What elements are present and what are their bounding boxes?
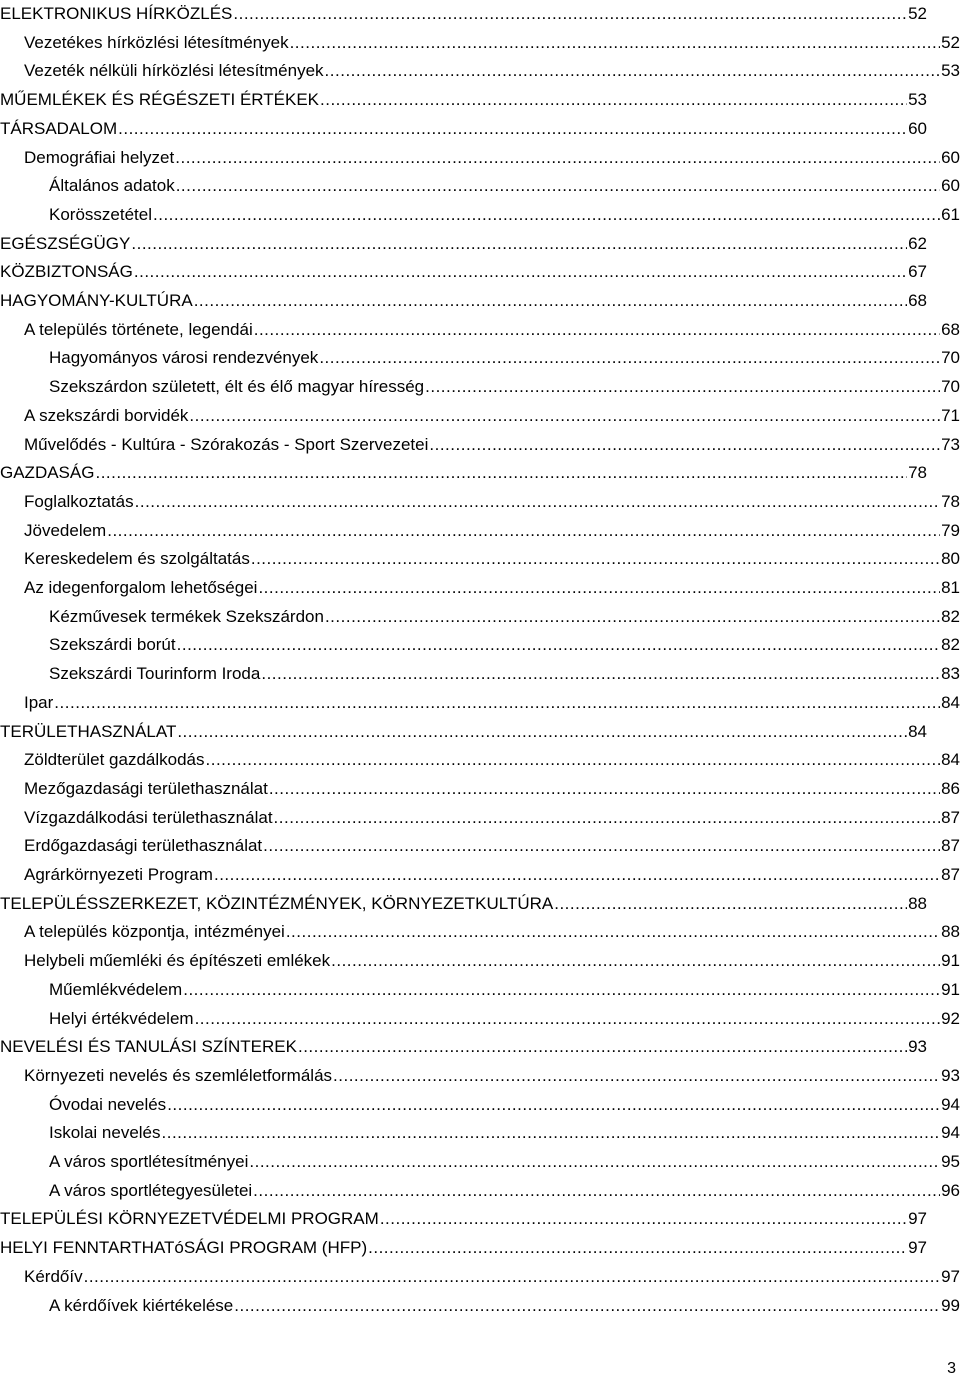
toc-entry[interactable] bbox=[24, 53, 960, 81]
toc-entry-title: Ipar bbox=[24, 692, 54, 712]
toc-entry-title: GAZDASÁG bbox=[0, 463, 95, 483]
toc-entry-title: Zöldterület gazdálkodás bbox=[24, 750, 205, 770]
toc-entry-page: 86 bbox=[941, 778, 960, 798]
toc-dot-leader bbox=[286, 922, 940, 942]
toc-entry-title: Általános adatok bbox=[49, 176, 175, 196]
toc-entry-page: 53 bbox=[941, 61, 960, 81]
toc-entry[interactable] bbox=[24, 513, 960, 541]
toc-entry-page: 94 bbox=[941, 1094, 960, 1114]
toc-entry[interactable] bbox=[49, 599, 960, 627]
toc-entry-page: 94 bbox=[941, 1123, 960, 1143]
toc-dot-leader bbox=[258, 578, 940, 598]
toc-dot-leader bbox=[249, 1152, 940, 1172]
toc-entry-title: Óvodai nevelés bbox=[49, 1094, 167, 1114]
toc-entry-page: 71 bbox=[941, 405, 960, 425]
toc-entry[interactable] bbox=[24, 484, 960, 512]
toc-dot-leader bbox=[290, 33, 941, 53]
toc-entry-page: 70 bbox=[941, 377, 960, 397]
toc-entry[interactable] bbox=[49, 1001, 960, 1029]
toc-entry-title: A település története, legendái bbox=[24, 319, 253, 339]
toc-entry[interactable] bbox=[24, 312, 960, 340]
toc-entry[interactable] bbox=[0, 1230, 927, 1258]
toc-dot-leader bbox=[319, 348, 940, 368]
toc-entry[interactable] bbox=[49, 197, 960, 225]
toc-entry-title: A város sportlétesítményei bbox=[49, 1152, 249, 1171]
toc-dot-leader bbox=[233, 4, 907, 24]
toc-entry-page: 84 bbox=[941, 750, 960, 770]
toc-entry-page: 68 bbox=[908, 291, 927, 310]
toc-entry-page: 52 bbox=[941, 32, 960, 52]
toc-entry-page: 97 bbox=[908, 1209, 927, 1229]
toc-entry-page: 93 bbox=[908, 1037, 927, 1057]
toc-entry-title: Szekszárdon született, élt és élő magyar híresség bbox=[49, 377, 425, 397]
toc-entry-title: Kérdőív bbox=[24, 1266, 83, 1286]
toc-entry-title: Helybeli műemléki és építészeti emlékek bbox=[24, 951, 331, 971]
toc-entry-title: Mezőgazdasági területhasználat bbox=[24, 778, 268, 798]
toc-dot-leader bbox=[261, 664, 940, 684]
toc-entry[interactable] bbox=[24, 943, 960, 971]
toc-dot-leader bbox=[429, 435, 940, 455]
toc-entry-page: 82 bbox=[941, 635, 960, 655]
toc-entry[interactable] bbox=[24, 398, 960, 426]
toc-entry-page: 97 bbox=[941, 1266, 960, 1286]
toc-entry-page: 67 bbox=[908, 262, 927, 282]
toc-entry-title: Hagyományos városi rendezvények bbox=[49, 348, 319, 368]
toc-entry[interactable] bbox=[24, 685, 960, 713]
toc-entry-page: 70 bbox=[941, 348, 960, 368]
toc-entry-title: Demográfiai helyzet bbox=[24, 147, 175, 167]
toc-dot-leader bbox=[177, 635, 940, 655]
toc-entry-title: Helyi értékvédelem bbox=[49, 1008, 194, 1028]
toc-dot-leader bbox=[54, 693, 940, 713]
toc-entry[interactable] bbox=[24, 25, 960, 53]
toc-dot-leader bbox=[135, 492, 940, 512]
toc-entry-title: Kereskedelem és szolgáltatás bbox=[24, 549, 250, 569]
toc-entry[interactable] bbox=[49, 369, 960, 397]
toc-entry-page: 84 bbox=[941, 692, 960, 712]
toc-entry[interactable] bbox=[24, 914, 960, 942]
toc-dot-leader bbox=[118, 119, 907, 139]
toc-dot-leader bbox=[176, 176, 940, 196]
toc-dot-leader bbox=[274, 808, 941, 828]
toc-entry-page: 60 bbox=[908, 118, 927, 138]
toc-dot-leader bbox=[162, 1123, 941, 1143]
toc-dot-leader bbox=[95, 463, 907, 483]
toc-entry-page: 78 bbox=[941, 491, 960, 511]
toc-entry-title: Vezeték nélküli hírközlési létesítmények bbox=[24, 61, 324, 81]
toc-dot-leader bbox=[183, 980, 940, 1000]
toc-entry-page: 92 bbox=[941, 1008, 960, 1028]
toc-entry[interactable] bbox=[0, 886, 927, 914]
toc-dot-leader bbox=[84, 1267, 940, 1287]
toc-entry[interactable] bbox=[24, 742, 960, 770]
toc-entry-page: 84 bbox=[908, 721, 927, 741]
toc-entry[interactable] bbox=[24, 541, 960, 569]
toc-entry[interactable] bbox=[49, 656, 960, 684]
toc-entry-title: Az idegenforgalom lehetőségei bbox=[24, 578, 258, 597]
toc-entry[interactable] bbox=[0, 283, 927, 311]
page-number: 3 bbox=[947, 1360, 956, 1377]
toc-entry-page: 87 bbox=[941, 807, 960, 827]
toc-dot-leader bbox=[253, 1181, 940, 1201]
toc-entry-title: TELEPÜLÉSI KÖRNYEZETVÉDELMI PROGRAM bbox=[0, 1209, 379, 1229]
toc-entry-page: 82 bbox=[941, 606, 960, 626]
toc-entry[interactable] bbox=[0, 226, 927, 254]
toc-entry[interactable] bbox=[0, 455, 927, 483]
toc-entry[interactable] bbox=[24, 1259, 960, 1287]
toc-entry-page: 80 bbox=[941, 549, 960, 569]
toc-entry[interactable] bbox=[0, 111, 927, 139]
toc-entry-page: 78 bbox=[908, 463, 927, 483]
toc-dot-leader bbox=[368, 1238, 907, 1258]
toc-entry-page: 53 bbox=[908, 90, 927, 110]
toc-entry[interactable] bbox=[49, 972, 960, 1000]
toc-entry-title: Agrárkörnyezeti Program bbox=[24, 865, 213, 884]
toc-dot-leader bbox=[325, 61, 941, 81]
toc-entry[interactable] bbox=[49, 1288, 960, 1316]
toc-entry-page: 87 bbox=[941, 865, 960, 884]
toc-entry-title: Művelődés - Kultúra - Szórakozás - Sport Szervezetei bbox=[24, 434, 429, 454]
toc-entry[interactable] bbox=[24, 771, 960, 799]
toc-dot-leader bbox=[269, 779, 940, 799]
toc-dot-leader bbox=[153, 205, 940, 225]
toc-dot-leader bbox=[554, 894, 907, 914]
toc-dot-leader bbox=[325, 607, 940, 627]
toc-entry-title: EGÉSZSÉGÜGY bbox=[0, 233, 131, 253]
toc-entry-title: TERÜLETHASZNÁLAT bbox=[0, 721, 177, 741]
toc-entry-page: 91 bbox=[941, 979, 960, 999]
toc-entry-page: 60 bbox=[941, 176, 960, 196]
toc-entry[interactable] bbox=[24, 1058, 960, 1086]
toc-entry[interactable] bbox=[49, 340, 960, 368]
toc-dot-leader bbox=[320, 90, 907, 110]
toc-entry-page: 88 bbox=[941, 922, 960, 942]
toc-dot-leader bbox=[254, 320, 940, 340]
toc-entry-page: 88 bbox=[908, 893, 927, 913]
toc-entry[interactable] bbox=[49, 168, 960, 196]
toc-dot-leader bbox=[234, 1296, 940, 1316]
toc-entry-page: 68 bbox=[941, 319, 960, 339]
toc-dot-leader bbox=[177, 722, 907, 742]
toc-dot-leader bbox=[189, 406, 940, 426]
toc-entry[interactable] bbox=[0, 1029, 927, 1057]
toc-dot-leader bbox=[333, 1066, 940, 1086]
toc-entry[interactable] bbox=[24, 800, 960, 828]
toc-dot-leader bbox=[380, 1209, 907, 1229]
toc-entry-title: Iskolai nevelés bbox=[49, 1123, 161, 1143]
toc-entry-title: HELYI FENNTARTHATóSÁGI PROGRAM (HFP) bbox=[0, 1238, 368, 1258]
toc-entry[interactable] bbox=[49, 627, 960, 655]
toc-entry-page: 87 bbox=[941, 836, 960, 856]
toc-entry-title: KÖZBIZTONSÁG bbox=[0, 262, 133, 282]
toc-entry[interactable] bbox=[49, 1173, 960, 1201]
toc-entry-page: 52 bbox=[908, 4, 927, 23]
toc-dot-leader bbox=[263, 836, 940, 856]
toc-entry-title: Kézművesek termékek Szekszárdon bbox=[49, 606, 324, 626]
toc-entry[interactable] bbox=[24, 427, 960, 455]
toc-entry-page: 73 bbox=[941, 434, 960, 454]
toc-entry-title: TÁRSADALOM bbox=[0, 118, 118, 138]
toc-entry-title: A település központja, intézményei bbox=[24, 922, 285, 942]
toc-dot-leader bbox=[331, 951, 940, 971]
toc-entry-page: 91 bbox=[941, 951, 960, 971]
toc-entry-page: 81 bbox=[941, 578, 960, 597]
toc-entry-title: A szekszárdi borvidék bbox=[24, 405, 189, 425]
toc-entry-title: MŰEMLÉKEK ÉS RÉGÉSZETI ÉRTÉKEK bbox=[0, 90, 319, 110]
toc-dot-leader bbox=[167, 1095, 940, 1115]
toc-entry-title: Vízgazdálkodási területhasználat bbox=[24, 807, 273, 827]
toc-dot-leader bbox=[131, 234, 907, 254]
toc-entry-title: A kérdőívek kiértékelése bbox=[49, 1295, 234, 1315]
toc-entry-page: 96 bbox=[941, 1180, 960, 1200]
toc-entry-title: Környezeti nevelés és szemléletformálás bbox=[24, 1065, 333, 1085]
toc-entry[interactable] bbox=[0, 714, 927, 742]
toc-entry-title: Erdőgazdasági területhasználat bbox=[24, 836, 263, 856]
toc-entry-title: HAGYOMÁNY-KULTÚRA bbox=[0, 291, 193, 310]
toc-entry[interactable] bbox=[0, 82, 927, 110]
toc-entry[interactable] bbox=[24, 140, 960, 168]
toc-entry-title: Műemlékvédelem bbox=[49, 979, 183, 999]
toc-dot-leader bbox=[134, 262, 907, 282]
toc-entry-page: 62 bbox=[908, 233, 927, 253]
toc-entry-page: 61 bbox=[941, 204, 960, 224]
toc-entry-page: 97 bbox=[908, 1238, 927, 1258]
toc-entry-title: NEVELÉSI ÉS TANULÁSI SZÍNTEREK bbox=[0, 1037, 297, 1057]
toc-dot-leader bbox=[425, 377, 940, 397]
toc-dot-leader bbox=[194, 291, 907, 311]
toc-dot-leader bbox=[195, 1009, 941, 1029]
toc-entry-title: Vezetékes hírközlési létesítmények bbox=[24, 32, 289, 52]
toc-entry-page: 60 bbox=[941, 147, 960, 167]
toc-dot-leader bbox=[206, 750, 941, 770]
toc-entry[interactable] bbox=[0, 0, 927, 24]
toc-entry-title: Korösszetétel bbox=[49, 204, 152, 224]
toc-entry-page: 99 bbox=[941, 1295, 960, 1315]
toc-entry[interactable] bbox=[24, 828, 960, 856]
toc-dot-leader bbox=[298, 1037, 907, 1057]
toc-entry-page: 83 bbox=[941, 664, 960, 684]
toc-entry[interactable] bbox=[49, 1115, 960, 1143]
toc-entry-page: 79 bbox=[941, 520, 960, 540]
toc-entry[interactable] bbox=[49, 1087, 960, 1115]
toc-dot-leader bbox=[175, 148, 940, 168]
toc-entry-title: Szekszárdi Tourinform Iroda bbox=[49, 664, 261, 684]
toc-entry-title: Jövedelem bbox=[24, 520, 107, 540]
toc-dot-leader bbox=[107, 521, 940, 541]
toc-entry[interactable] bbox=[0, 254, 927, 282]
toc-entry-title: Szekszárdi borút bbox=[49, 635, 176, 655]
toc-entry-title: A város sportlétegyesületei bbox=[49, 1180, 253, 1200]
toc-dot-leader bbox=[251, 549, 940, 569]
toc-entry-page: 93 bbox=[941, 1065, 960, 1085]
toc-dot-leader bbox=[214, 865, 940, 885]
toc-entry-title: TELEPÜLÉSSZERKEZET, KÖZINTÉZMÉNYEK, KÖRNYEZETKULTÚRA bbox=[0, 893, 554, 913]
toc-entry-title: ELEKTRONIKUS HÍRKÖZLÉS bbox=[0, 4, 233, 23]
toc-entry-title: Foglalkoztatás bbox=[24, 491, 134, 511]
toc-entry[interactable] bbox=[24, 857, 960, 885]
toc-entry[interactable] bbox=[49, 1144, 960, 1172]
toc-entry[interactable] bbox=[0, 1201, 927, 1229]
toc-entry-page: 95 bbox=[941, 1152, 960, 1171]
toc-entry[interactable] bbox=[24, 570, 960, 598]
